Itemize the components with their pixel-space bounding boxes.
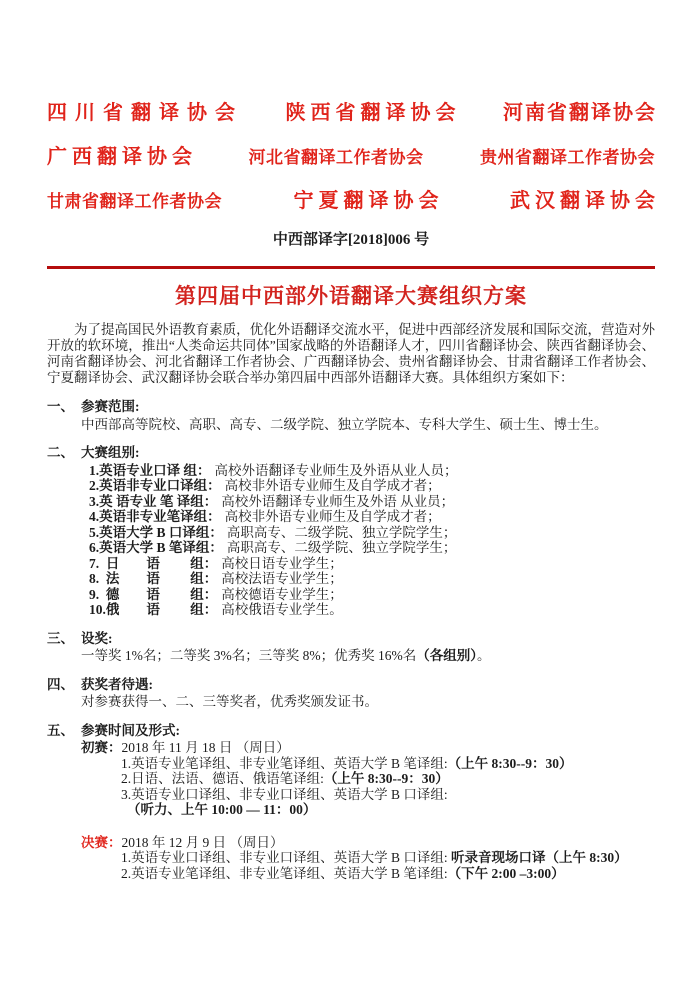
association-row-3 — [47, 184, 655, 210]
schedule-item — [121, 866, 655, 882]
final-heading — [81, 835, 655, 851]
association-name: 河南省翻译协会 — [503, 102, 657, 124]
group-desc: 高校外语翻译专业师生及外语 从业员； — [221, 493, 455, 509]
group-item — [81, 494, 655, 510]
group-item — [81, 556, 655, 572]
final-label: 决赛： — [81, 834, 122, 850]
preliminary-round — [47, 740, 655, 818]
red-divider — [47, 266, 655, 269]
listening-time: （听力、上午 10:00 — 11：00） — [127, 802, 317, 817]
section-schedule — [47, 723, 655, 882]
group-desc: 高校日语专业学生； — [221, 555, 343, 571]
final-items — [81, 850, 655, 881]
schedule-item-text: 2.日语、法语、德语、俄语笔译组: — [121, 771, 324, 786]
group-item — [81, 587, 655, 603]
preliminary-heading — [81, 740, 655, 756]
schedule-item-text: 1.英语专业笔译组、非专业笔译组、英语大学 B 笔译组: — [121, 755, 448, 771]
preliminary-date: 2018 年 11 月 18 日 （周日） — [121, 740, 290, 755]
association-row-2 — [47, 140, 655, 166]
section-number: 三、 — [47, 630, 74, 646]
association-name: 广 西 翻 译 协 会 — [47, 146, 192, 168]
schedule-item-time: 听录音现场口译（上午 8:30） — [451, 850, 628, 865]
section-number: 二、 — [47, 445, 74, 460]
group-item — [81, 571, 655, 587]
schedule-item-time: （下午 2:00 –3:00） — [447, 865, 565, 881]
association-name: 宁 夏 翻 译 协 会 — [293, 190, 439, 212]
awards-end: 。 — [476, 648, 491, 663]
group-item — [81, 540, 655, 556]
group-item — [81, 478, 655, 494]
schedule-item-text: 2.英语专业笔译组、非专业笔译组、英语大学 B 笔译组: — [121, 865, 448, 881]
group-label: 1.英语专业口译 组： — [89, 462, 211, 478]
group-label: 6.英语大学 B 笔译组： — [89, 540, 223, 555]
preliminary-items — [81, 756, 655, 818]
group-item — [81, 509, 655, 525]
section-awards — [47, 631, 655, 664]
section-title: 参赛时间及形式: — [81, 722, 180, 738]
association-name: 陕西省翻译协会 — [285, 102, 461, 124]
group-desc: 高校非外语专业师生及自学成才者； — [224, 478, 441, 493]
association-name: 武 汉 翻 译 协 会 — [510, 190, 655, 212]
intro-paragraph: 为了提高国民外语教育素质，优化外语翻译交流水平，促进中西部经济发展和国际交流，营造对外开放的软环境，推出“人类命运共同体”国家战略的外语翻译人才，四川省翻译协会、陕西省翻译协会、河南省翻译协会、河北省翻译工作者协会、广西翻译协会、贵州省翻译协会、甘肃省翻译工作者协会、宁夏翻译协会、武汉翻译协会联合举办第四届中西部外语翻译大赛。具体组织方案如下： — [47, 322, 655, 385]
schedule-item — [121, 787, 655, 803]
group-desc: 高校俄语专业学生。 — [221, 602, 343, 617]
final-round — [47, 835, 655, 882]
preliminary-label: 初赛： — [81, 740, 122, 755]
group-list — [47, 463, 655, 618]
schedule-item-time: （上午 8:30--9：30） — [447, 755, 573, 771]
group-desc: 高校外语翻译专业师生及外语从业人员； — [214, 462, 458, 478]
section-number: 一、 — [47, 399, 74, 414]
group-label: 4.英语非专业笔译组： — [89, 509, 221, 524]
schedule-item-text: 1.英语专业口译组、非专业口译组、英语大学 B 口译组: — [121, 850, 452, 865]
schedule-item — [121, 756, 655, 772]
treatment-content: 对参赛获得一、二、三等奖者，优秀奖颁发证书。 — [81, 694, 378, 709]
section-heading — [47, 399, 655, 415]
group-item — [81, 525, 655, 541]
group-label: 7. 日 语 组： — [89, 555, 218, 571]
group-label: 2.英语非专业口译组： — [89, 478, 221, 493]
group-label: 8. 法 语 组： — [89, 571, 218, 586]
association-name: 河北省翻译工作者协会 — [248, 148, 424, 167]
section-heading — [47, 677, 655, 693]
section-title: 大赛组别: — [81, 445, 140, 460]
section-content: 中西部高等院校、高职、高专、二级学院、独立学院本、专科大学生、硕士生、博士生。 — [81, 416, 608, 432]
group-label: 5.英语大学 B 口译组： — [89, 524, 223, 540]
section-groups — [47, 445, 655, 618]
group-desc: 高校德语专业学生； — [221, 586, 343, 602]
group-item — [81, 463, 655, 479]
section-scope — [47, 399, 655, 432]
schedule-item — [121, 771, 655, 787]
section-number: 五、 — [47, 722, 74, 738]
group-desc: 高职高专、二级学院、独立学院学生； — [226, 524, 457, 540]
section-treatment — [47, 677, 655, 710]
final-date: 2018 年 12 月 9 日 （周日） — [121, 834, 284, 850]
section-title: 获奖者待遇: — [81, 676, 153, 692]
section-heading — [47, 723, 655, 739]
group-label: 9. 德 语 组： — [89, 586, 218, 602]
association-name: 甘肃省翻译工作者协会 — [47, 192, 222, 211]
section-title: 设奖: — [81, 630, 113, 646]
awards-bold: （各组别） — [416, 648, 477, 663]
schedule-item-text: 3.英语专业口译组、非专业口译组、英语大学 B 口译组: — [121, 786, 448, 802]
association-row-1 — [47, 96, 655, 122]
document-title: 第四届中西部外语翻译大赛组织方案 — [175, 284, 527, 308]
association-name: 贵州省翻译工作者协会 — [480, 148, 655, 167]
awards-text: 一等奖 1%名；二等奖 3%名；三等奖 8%；优秀奖 16%名 — [81, 648, 417, 663]
group-label: 10.俄 语 组： — [89, 602, 218, 617]
group-item — [81, 602, 655, 618]
group-desc: 高职高专、二级学院、独立学院学生； — [226, 540, 457, 555]
doc-number: 中西部译字[2018]006 号 — [272, 232, 430, 248]
awards-line — [47, 648, 655, 664]
group-label: 3.英 语专业 笔 译组： — [89, 493, 218, 509]
association-name: 四川省翻译协会 — [47, 102, 243, 124]
group-desc: 高校法语专业学生； — [221, 571, 343, 586]
group-desc: 高校非外语专业师生及自学成才者； — [224, 509, 441, 524]
section-number: 四、 — [47, 676, 74, 692]
schedule-item-time: （上午 8:30--9：30） — [323, 771, 449, 786]
schedule-item — [121, 850, 655, 866]
section-title: 参赛范围: — [81, 399, 140, 414]
section-heading — [47, 445, 655, 461]
section-heading — [47, 631, 655, 647]
